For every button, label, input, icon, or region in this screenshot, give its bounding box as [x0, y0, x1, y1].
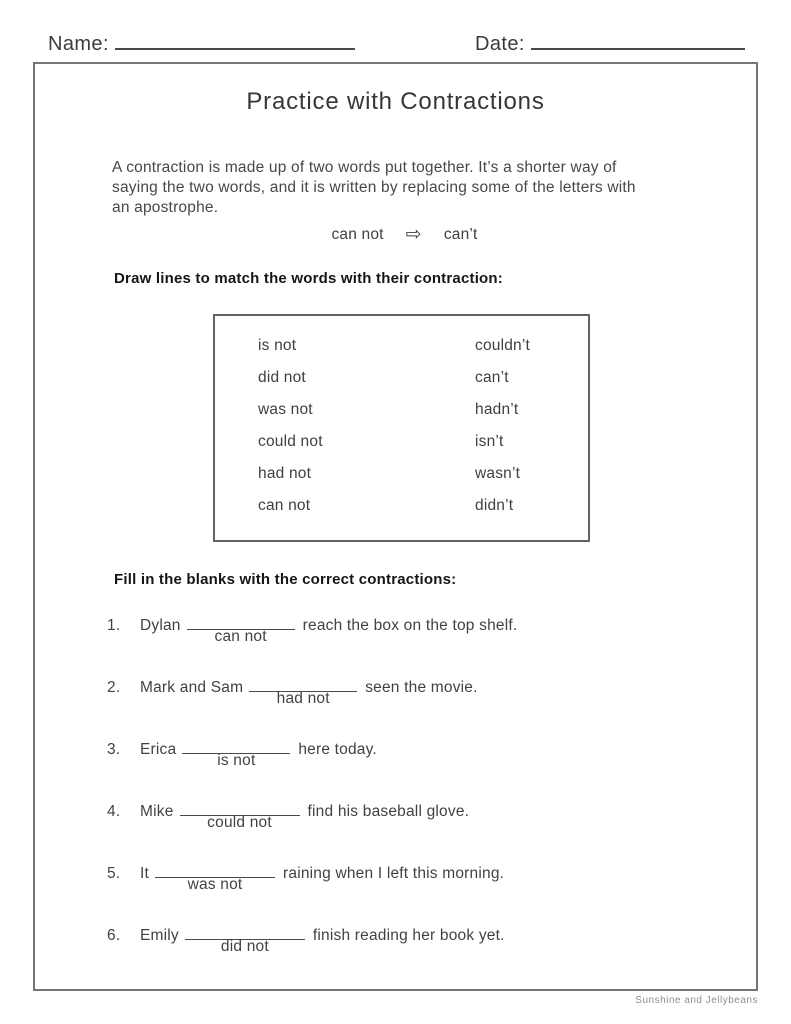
- item-post-text: here today.: [298, 741, 377, 758]
- match-word-right: couldn’t: [475, 337, 531, 354]
- item-post-text: raining when I left this morning.: [283, 865, 505, 882]
- right-arrow-icon: ⇨: [405, 223, 422, 245]
- fill-in-list: [107, 614, 707, 986]
- match-section-heading: Draw lines to match the words with their contraction:: [114, 270, 503, 287]
- match-word-right: can’t: [475, 369, 509, 386]
- match-word-left: did not: [258, 369, 306, 386]
- match-word-left: is not: [258, 337, 297, 354]
- worksheet-box: [33, 62, 758, 991]
- answer-blank: [180, 800, 300, 831]
- answer-hint: did not: [220, 938, 269, 955]
- item-post-text: seen the movie.: [365, 679, 478, 696]
- item-number: 4.: [107, 803, 121, 820]
- answer-hint: had not: [276, 690, 330, 707]
- match-box: [213, 314, 590, 542]
- match-word-right: hadn’t: [475, 401, 519, 418]
- intro-line: saying the two words, and it is written by replacing some of the letters with: [112, 179, 636, 196]
- item-pre-text: Dylan: [140, 617, 181, 634]
- match-word-right: didn’t: [475, 497, 514, 514]
- intro-paragraph: [112, 158, 697, 245]
- match-grid: [215, 316, 588, 522]
- name-label: Name:: [48, 33, 109, 55]
- item-number: 1.: [107, 617, 121, 634]
- name-field: [48, 30, 355, 56]
- item-number: 2.: [107, 679, 121, 696]
- answer-hint: is not: [217, 752, 256, 769]
- fill-section-heading: Fill in the blanks with the correct contractions:: [114, 571, 457, 588]
- answer-hint: could not: [207, 814, 272, 831]
- fill-item: [107, 862, 707, 893]
- fill-item: [107, 924, 707, 955]
- item-pre-text: Emily: [140, 927, 179, 944]
- date-field: [475, 30, 745, 56]
- fill-item: [107, 800, 707, 831]
- item-post-text: reach the box on the top shelf.: [302, 617, 518, 634]
- item-pre-text: Mike: [140, 803, 174, 820]
- page-title: Practice with Contractions: [246, 88, 545, 115]
- fill-item: [107, 738, 707, 769]
- answer-blank: [182, 738, 290, 769]
- footer-credit: Sunshine and Jellybeans: [635, 995, 758, 1006]
- answer-hint: can not: [214, 628, 267, 645]
- contraction-example: [112, 224, 697, 245]
- example-contraction: can’t: [443, 226, 478, 243]
- item-number: 5.: [107, 865, 121, 882]
- date-label: Date:: [475, 33, 525, 55]
- answer-blank: [187, 614, 295, 645]
- item-post-text: find his baseball glove.: [307, 803, 470, 820]
- item-number: 6.: [107, 927, 121, 944]
- intro-line: an apostrophe.: [112, 199, 219, 216]
- item-pre-text: It: [140, 865, 150, 882]
- match-word-left: could not: [258, 433, 323, 450]
- date-underline: [531, 30, 745, 50]
- item-number: 3.: [107, 741, 121, 758]
- match-word-left: can not: [258, 497, 311, 514]
- answer-blank: [155, 862, 275, 893]
- match-word-left: had not: [258, 465, 312, 482]
- item-post-text: finish reading her book yet.: [312, 927, 505, 944]
- item-pre-text: Erica: [140, 741, 177, 758]
- answer-hint: was not: [187, 876, 243, 893]
- item-pre-text: Mark and Sam: [140, 679, 244, 696]
- intro-line: A contraction is made up of two words put together. It’s a shorter way of: [112, 159, 617, 176]
- match-word-right: isn’t: [475, 433, 504, 450]
- match-word-left: was not: [258, 401, 313, 418]
- match-word-right: wasn’t: [475, 465, 521, 482]
- fill-item: [107, 676, 707, 707]
- answer-blank: [185, 924, 305, 955]
- fill-item: [107, 614, 707, 645]
- name-underline: [115, 30, 355, 50]
- answer-blank: [249, 676, 357, 707]
- example-long-form: can not: [331, 226, 384, 243]
